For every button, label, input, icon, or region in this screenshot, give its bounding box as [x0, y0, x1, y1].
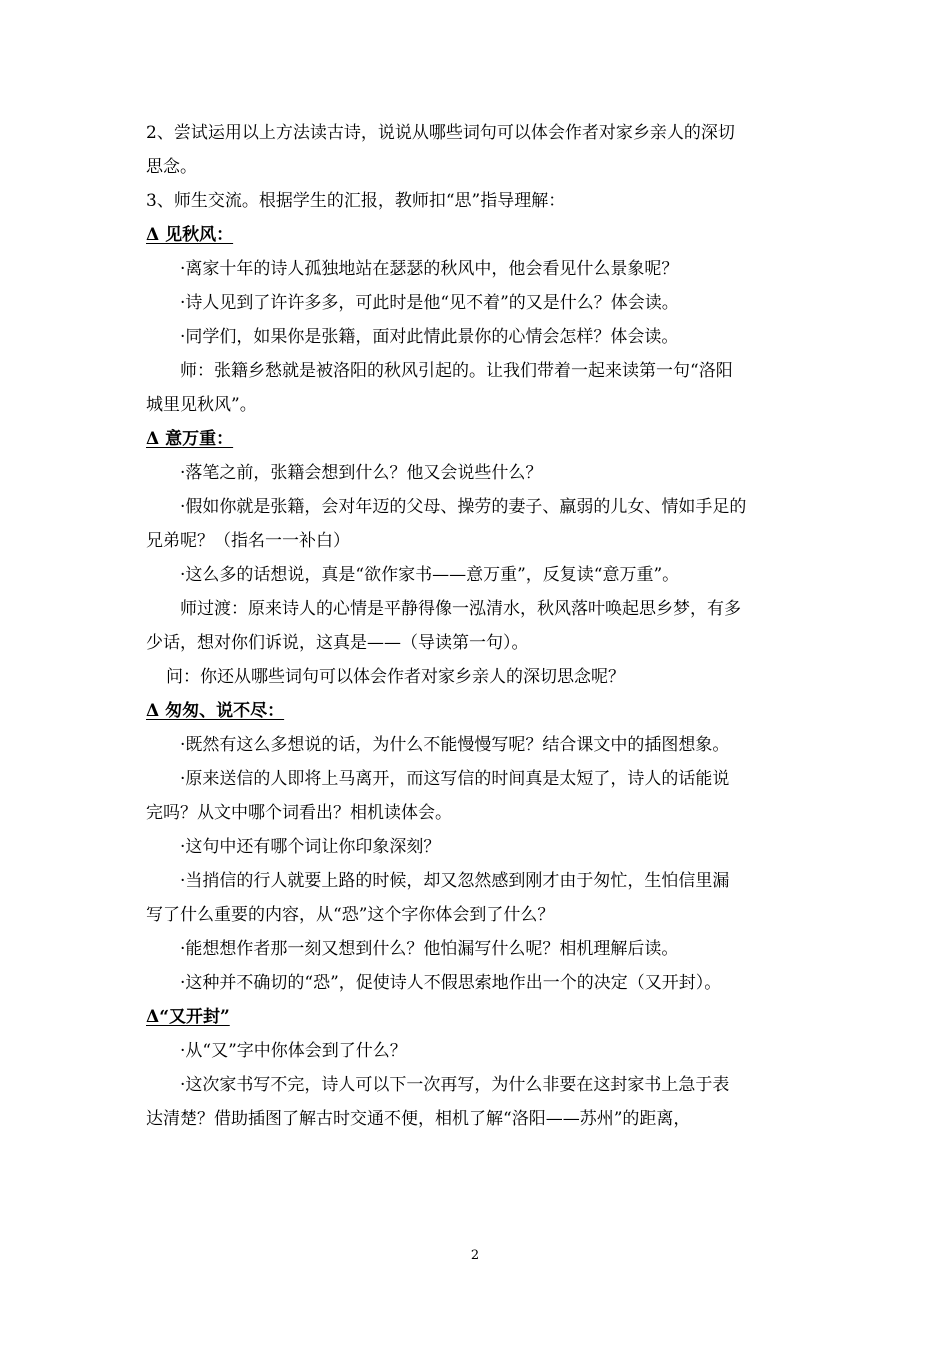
paragraph-line: ·假如你就是张籍，会对年迈的父母、操劳的妻子、羸弱的儿女、情如手足的	[180, 497, 747, 517]
section-heading-autumn-wind: Δ 见秋风：	[146, 225, 234, 245]
paragraph-line: 达清楚？借助插图了解古时交通不便，相机了解“洛阳——苏州”的距离，	[146, 1109, 691, 1129]
paragraph-line: ·这么多的话想说，真是“欲作家书——意万重”，反复读“意万重”。	[180, 565, 680, 585]
paragraph-line: ·同学们，如果你是张籍，面对此情此景你的心情会怎样？体会读。	[180, 327, 679, 347]
page-number: 2	[470, 1248, 480, 1263]
section-heading-congcong: Δ 匆匆、说不尽：	[146, 701, 285, 721]
paragraph-line: 问：你还从哪些词句可以体会作者对家乡亲人的深切思念呢？	[166, 667, 625, 687]
paragraph-line: ·落笔之前，张籍会想到什么？他又会说些什么？	[180, 463, 543, 483]
paragraph-line: ·离家十年的诗人孤独地站在瑟瑟的秋风中，他会看见什么景象呢？	[180, 259, 679, 279]
section-heading-you-kai-feng: Δ“又开封”	[146, 1007, 230, 1027]
paragraph-line: ·这次家书写不完，诗人可以下一次再写，为什么非要在这封家书上急于表	[180, 1075, 730, 1095]
paragraph-line: 写了什么重要的内容，从“恐”这个字你体会到了什么？	[146, 905, 555, 925]
paragraph-line: ·能想想作者那一刻又想到什么？他怕漏写什么呢？相机理解后读。	[180, 939, 679, 959]
paragraph-line: 少话，想对你们诉说，这真是——（导读第一句）。	[146, 633, 529, 653]
paragraph-line: 师：张籍乡愁就是被洛阳的秋风引起的。让我们带着一起来读第一句“洛阳	[180, 361, 733, 381]
paragraph-line: ·当捎信的行人就要上路的时候，却又忽然感到刚才由于匆忙，生怕信里漏	[180, 871, 730, 891]
paragraph-line: ·这句中还有哪个词让你印象深刻？	[180, 837, 441, 857]
document-page	[146, 116, 810, 1136]
paragraph-line: 城里见秋风”。	[146, 395, 257, 415]
paragraph-line: 兄弟呢？（指名一一补白）	[146, 531, 350, 551]
paragraph-line: ·原来送信的人即将上马离开，而这写信的时间真是太短了，诗人的话能说	[180, 769, 730, 789]
paragraph-line: ·诗人见到了许许多多，可此时是他“见不着”的又是什么？体会读。	[180, 293, 679, 313]
paragraph-line: 思念。	[146, 157, 197, 177]
paragraph-line: ·从“又”字中你体会到了什么？	[180, 1041, 407, 1061]
section-heading-yi-wan-zhong: Δ 意万重：	[146, 429, 234, 449]
paragraph-line: ·既然有这么多想说的话，为什么不能慢慢写呢？结合课文中的插图想象。	[180, 735, 730, 755]
paragraph-line: 3、师生交流。根据学生的汇报，教师扣“思”指导理解：	[146, 191, 566, 211]
paragraph-line: 2、尝试运用以上方法读古诗，说说从哪些词句可以体会作者对家乡亲人的深切	[146, 123, 735, 143]
paragraph-line: ·这种并不确切的“恐”，促使诗人不假思索地作出一个的决定（又开封）。	[180, 973, 722, 993]
paragraph-line: 师过渡：原来诗人的心情是平静得像一泓清水，秋风落叶唤起思乡梦，有多	[180, 599, 741, 619]
paragraph-line: 完吗？从文中哪个词看出？相机读体会。	[146, 803, 452, 823]
